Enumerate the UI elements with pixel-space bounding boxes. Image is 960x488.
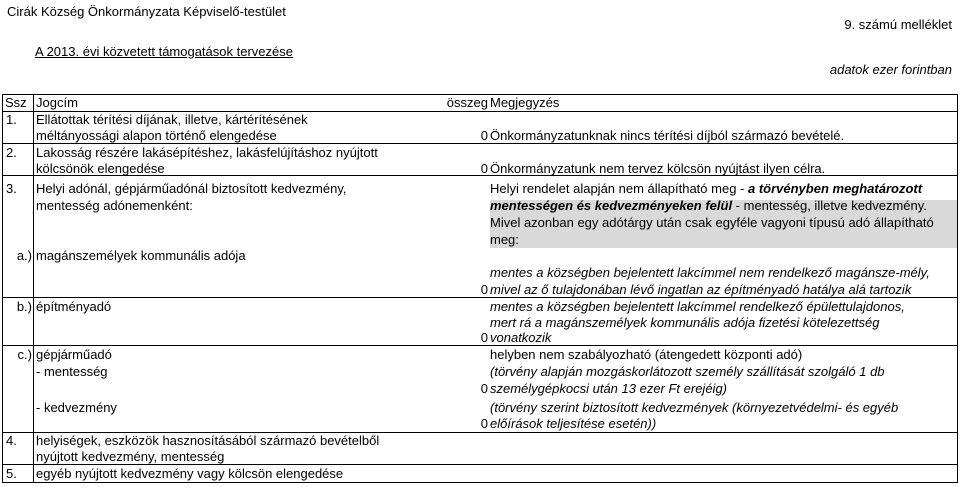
- row-title: Ellátottak térítési díjának, illetve, kártérítésének: [36, 112, 308, 127]
- row-note: személygépkocsi után 13 ezer Ft erejéig): [490, 381, 728, 396]
- row-number: b.): [16, 299, 32, 314]
- row-number: 1.: [6, 112, 17, 127]
- row-note: (törvény alapján mozgáskorlátozott személy szállítását szolgáló 1 db: [490, 364, 885, 379]
- row-number: 2.: [6, 145, 17, 160]
- row-title: építményadó: [36, 299, 112, 314]
- organization-title: Cirák Község Önkormányzata Képviselő-testület: [7, 4, 286, 19]
- row-number: c.): [17, 347, 32, 362]
- column-header-no: Ssz: [5, 95, 27, 110]
- row-title: magánszemélyek kommunális adója: [36, 248, 246, 263]
- row-title: helyiségek, eszközök hasznosításából származó bevételből: [36, 433, 380, 448]
- row-note: mentes a községben bejelentett lakcímmel nem rendelkező magánsze-mély,: [490, 265, 930, 280]
- row-title: kölcsönök elengedése: [36, 161, 165, 176]
- row-note: Mivel azonban egy adótárgy után csak egyféle vagyoni típusú adó állapítható: [490, 215, 934, 230]
- row-title: méltányossági alapon történő elengedése: [36, 128, 277, 143]
- row-note: meg:: [490, 232, 519, 247]
- column-header-sum: összeg: [446, 95, 488, 110]
- row-title: mentesség adónemenként:: [36, 198, 193, 213]
- row-title: - kedvezmény: [36, 400, 117, 415]
- unit-label: adatok ezer forintban: [829, 62, 952, 77]
- column-header-title: Jogcím: [36, 95, 78, 110]
- row-title: Lakosság részére lakásépítéshez, lakásfelújításhoz nyújtott: [36, 145, 378, 160]
- row-note: mert rá a magánszemélyek kommunális adója fizetési kötelezettség: [490, 315, 880, 330]
- annex-label: 9. számú melléklet: [844, 17, 952, 32]
- row-sum: 0: [480, 161, 488, 176]
- column-header-note: Megjegyzés: [490, 95, 560, 110]
- row-title: nyújtott kedvezmény, mentesség: [36, 449, 225, 464]
- row-sum: 0: [480, 330, 488, 345]
- row-note: mivel az ő tulajdonában lévő ingatlan az építményadó hatálya alá tartozik: [490, 282, 912, 297]
- row-sum: 0: [480, 282, 488, 297]
- row-title: egyéb nyújtott kedvezmény vagy kölcsön elengedése: [36, 466, 344, 481]
- row-title: Helyi adónál, gépjárműadónál biztosított kedvezmény,: [36, 181, 347, 196]
- row-note: vonatkozik: [490, 330, 552, 345]
- row-number: a.): [16, 248, 32, 263]
- row-sum: 0: [480, 381, 488, 396]
- row-number: 5.: [6, 466, 17, 481]
- row-note: előírások teljesítése esetén)): [490, 416, 657, 431]
- row-note: mentes a községben bejelentett lakcímmel rendelkező épülettulajdonos,: [490, 299, 905, 314]
- row-title: gépjárműadó: [36, 347, 112, 362]
- row-title: - mentesség: [36, 364, 108, 379]
- row-note: Önkormányzatunknak nincs térítési díjból származó bevételé.: [490, 128, 845, 143]
- row-note: Önkormányzatunk nem tervez kölcsön nyújtást ilyen célra.: [490, 161, 826, 176]
- row-number: 4.: [6, 433, 17, 448]
- row-sum: 0: [480, 416, 488, 431]
- row-number: 3.: [6, 181, 17, 196]
- row-note: mentességen és kedvezményeken felül - mentesség, illetve kedvezmény.: [490, 198, 927, 213]
- row-note: Helyi rendelet alapján nem állapítható meg - a törvényben meghatározott: [490, 181, 923, 196]
- row-note: (törvény szerint biztosított kedvezmények (környezetvédelmi- és egyéb: [490, 400, 899, 415]
- row-note: helyben nem szabályozható (átengedett központi adó): [490, 347, 803, 362]
- row-sum: 0: [480, 128, 488, 143]
- document-title: A 2013. évi közvetett támogatások tervezése: [35, 44, 293, 59]
